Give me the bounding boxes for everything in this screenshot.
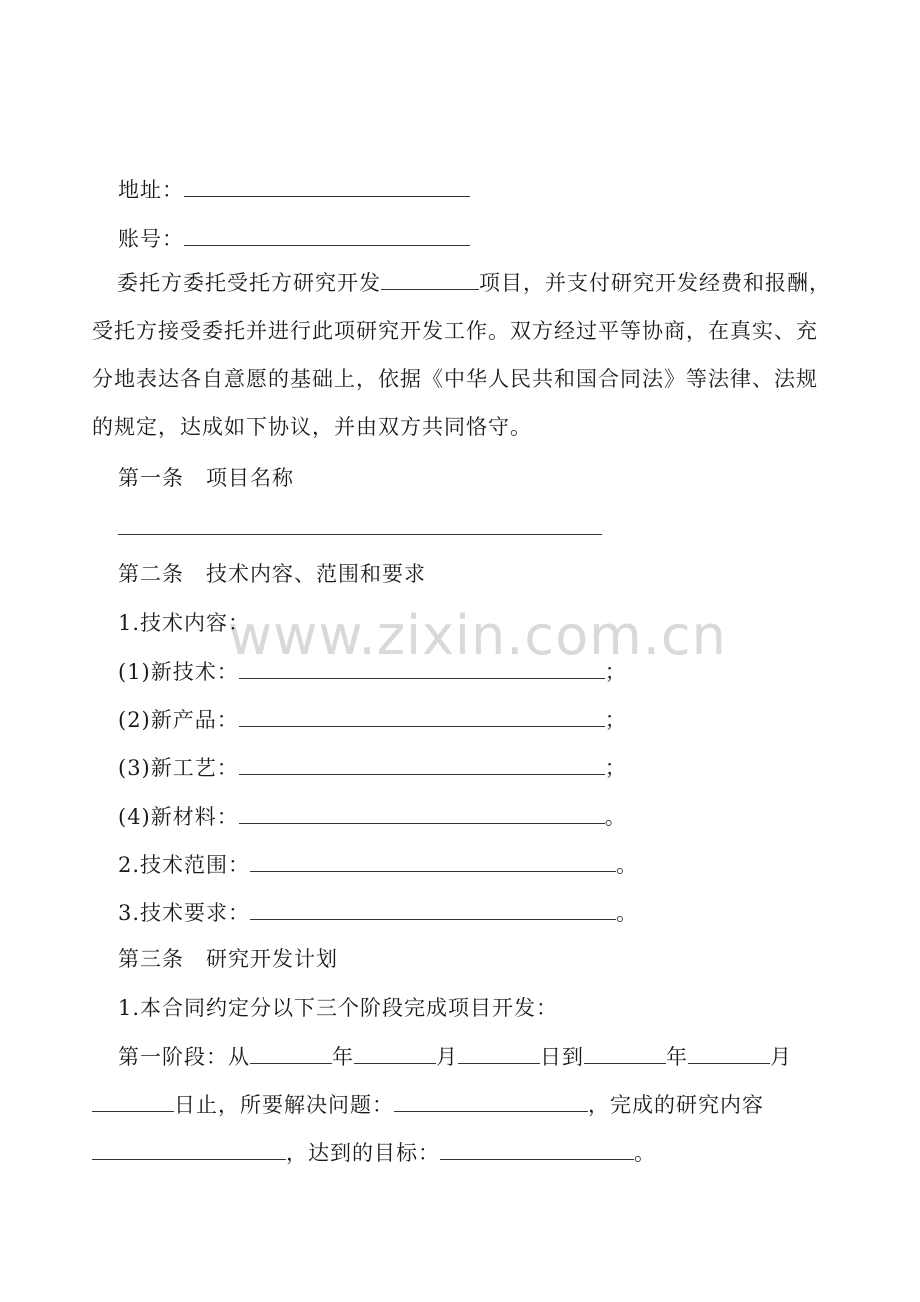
intro-part1: 委托方委托受托方研究开发 (117, 271, 381, 295)
account-line (118, 225, 920, 252)
end-year-label: 年 (666, 1045, 688, 1069)
stage1-label: 第一阶段：从 (118, 1045, 250, 1069)
item3-label: (3)新工艺： (118, 756, 239, 780)
start-year-blank[interactable] (250, 1043, 332, 1064)
article2-title: 第二条 技术内容、范围和要求 (118, 562, 426, 586)
item4-end: 。 (604, 805, 627, 829)
content-label: ，完成的研究内容 (588, 1093, 764, 1117)
intro-paragraph (92, 259, 832, 451)
item2-end: ； (604, 708, 627, 732)
tech-scope-label: 2.技术范围： (118, 853, 251, 877)
problem-blank[interactable] (394, 1091, 588, 1112)
start-year-label: 年 (332, 1045, 354, 1069)
tech-scope-line (118, 851, 920, 878)
goal-label: ，达到的目标： (286, 1141, 440, 1165)
account-label: 账号： (118, 227, 184, 251)
item-new-material (118, 803, 920, 830)
tech-req-blank[interactable] (250, 899, 616, 920)
project-name-blank[interactable] (381, 269, 479, 290)
address-blank[interactable] (184, 176, 470, 197)
address-line (118, 176, 920, 203)
content-blank[interactable] (92, 1139, 286, 1160)
end-year-blank[interactable] (584, 1043, 666, 1064)
start-day-blank[interactable] (458, 1043, 540, 1064)
tech-req-end: 。 (616, 901, 639, 925)
stage1-goal-line (92, 1139, 920, 1166)
item-new-tech (118, 658, 920, 685)
item1-label: (1)新技术： (118, 660, 239, 684)
tech-scope-blank[interactable] (250, 851, 616, 872)
plan-intro: 1.本合同约定分以下三个阶段完成项目开发： (118, 996, 559, 1020)
item4-blank[interactable] (239, 803, 605, 824)
article3-title: 第三条 研究开发计划 (118, 947, 338, 971)
end-month-blank[interactable] (688, 1043, 770, 1064)
tech-req-label: 3.技术要求： (118, 901, 251, 925)
tech-scope-end: 。 (616, 853, 639, 877)
start-month-label: 月 (436, 1045, 458, 1069)
end-day-blank[interactable] (92, 1091, 174, 1112)
item2-label: (2)新产品： (118, 708, 239, 732)
end-month-label: 月 (770, 1045, 792, 1069)
article1-title: 第一条 项目名称 (118, 466, 294, 490)
day-to-label: 日到 (540, 1045, 584, 1069)
tech-req-line (118, 899, 920, 926)
goal-blank[interactable] (440, 1139, 634, 1160)
goal-end: 。 (634, 1141, 656, 1165)
stage1-problem-line (92, 1091, 920, 1118)
intro-part2: 项目，并支付研究开发经费和报酬，受托方接受委托并进行此项研究开发工作。双方经过平等协商，在真实、充分地表达各自意愿的基础上，依据《中华人民共和国合同法》等法律、法规的规定，达成如下协议，并由双方共同恪守。 (92, 271, 831, 439)
tech-content-label: 1.技术内容： (118, 611, 251, 635)
watermark: www.zixin.com.cn (228, 604, 727, 667)
item-new-process (118, 754, 920, 781)
end-text: 日止，所要解决问题： (174, 1093, 394, 1117)
item3-blank[interactable] (239, 754, 605, 775)
item1-blank[interactable] (239, 658, 605, 679)
stage1-date-line (118, 1043, 920, 1070)
account-blank[interactable] (184, 225, 470, 246)
project-name-rule[interactable] (118, 534, 602, 535)
item1-end: ； (604, 660, 627, 684)
item2-blank[interactable] (239, 706, 605, 727)
item-new-product (118, 706, 920, 733)
start-month-blank[interactable] (354, 1043, 436, 1064)
item3-end: ； (604, 756, 627, 780)
item4-label: (4)新材料： (118, 805, 239, 829)
address-label: 地址： (118, 178, 184, 202)
